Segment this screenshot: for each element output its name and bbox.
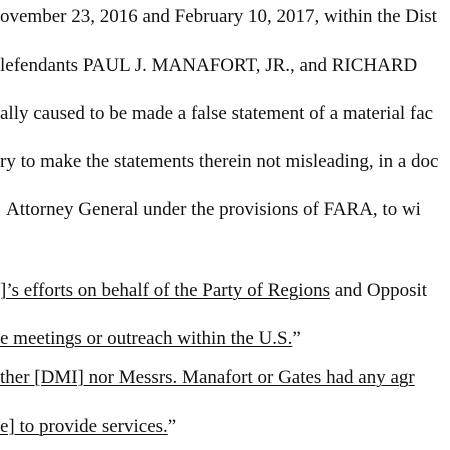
- document-line-5: Attorney General under the provisions of FARA, to wi: [6, 199, 421, 220]
- quote-1-line-1: [0, 280, 427, 302]
- quote-2-continuation: e] to provide services.: [0, 416, 168, 437]
- quote-1-trailing-text: and Opposit: [329, 280, 428, 301]
- quote-2-text: ther [DMI] nor Messrs. Manafort or Gates had any agr: [0, 367, 415, 388]
- quote-1-continuation: e meetings or outreach within the U.S.: [0, 328, 293, 349]
- quote-2-close-mark: ”: [167, 416, 177, 437]
- quote-1-line-2: [0, 328, 301, 350]
- document-line-3: ally caused to be made a false statement of a material fac: [0, 103, 434, 124]
- document-line-4: ry to make the statements therein not misleading, in a doc: [0, 151, 439, 172]
- document-line-2: lefendants PAUL J. MANAFORT, JR., and RICHARD: [0, 55, 418, 76]
- quote-2-line-1: [0, 367, 415, 389]
- quote-1-close-mark: ”: [292, 328, 301, 349]
- quote-2-line-2: [0, 416, 176, 438]
- document-line-1: ovember 23, 2016 and February 10, 2017, within the Dist: [0, 6, 437, 27]
- quote-1-underlined-text: ]’s efforts on behalf of the Party of Regions: [0, 280, 330, 301]
